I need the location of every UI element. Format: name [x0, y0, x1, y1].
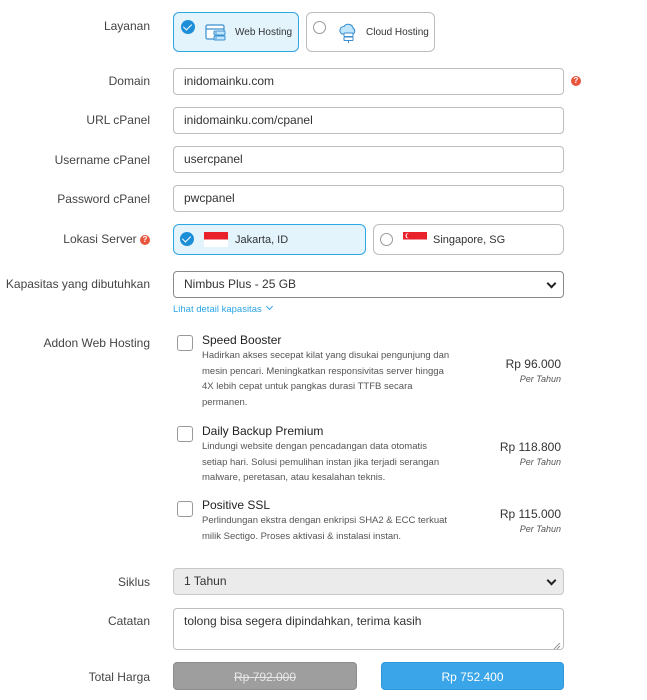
url-cpanel-label: URL cPanel — [86, 113, 150, 127]
capacity-label: Kapasitas yang dibutuhkan — [5, 277, 150, 291]
password-cpanel-label: Password cPanel — [57, 192, 150, 206]
addon-checkbox[interactable] — [177, 335, 193, 351]
location-label — [0, 232, 150, 246]
addons-label: Addon Web Hosting — [43, 336, 150, 350]
notes-label: Catatan — [107, 614, 150, 628]
cloud-server-icon — [337, 22, 359, 49]
original-price-button: Rp 792.000 — [173, 662, 357, 690]
addon-checkbox[interactable] — [177, 426, 193, 442]
total-label: Total Harga — [88, 670, 150, 684]
addon-price: Rp 118.800 — [499, 440, 561, 454]
service-option-web-hosting[interactable] — [173, 12, 299, 52]
addon-checkbox[interactable] — [177, 501, 193, 517]
resize-handle-icon[interactable] — [553, 639, 561, 647]
server-window-icon — [205, 22, 227, 49]
capacity-select-value: Nimbus Plus - 25 GB — [184, 277, 297, 291]
addon-price: Rp 115.000 — [499, 507, 561, 521]
capacity-select[interactable] — [173, 271, 564, 298]
singapore-flag-icon — [403, 232, 427, 247]
service-option-label: Web Hosting — [235, 27, 293, 38]
radio-unselected-icon — [380, 233, 393, 246]
service-label: Layanan — [103, 19, 150, 33]
service-option-label: Cloud Hosting — [366, 27, 429, 38]
cycle-label: Siklus — [117, 575, 150, 589]
location-option-label: Jakarta, ID — [235, 234, 289, 246]
notes-textarea[interactable] — [173, 608, 564, 650]
url-cpanel-field[interactable]: inidomainku.com/cpanel — [173, 107, 564, 134]
username-cpanel-label: Username cPanel — [54, 153, 150, 167]
addon-description: Hadirkan akses secepat kilat yang disukai pengunjung dan mesin pencari. Meningkatkan responsivitas server hingga 4X lebih cepat untuk pangkas durasi TTFB secara permanen. — [202, 350, 450, 408]
question-icon[interactable]: ? — [140, 235, 150, 245]
cycle-select-value: 1 Tahun — [184, 574, 227, 588]
selected-check-icon — [180, 232, 194, 246]
indonesia-flag-icon — [204, 232, 228, 247]
domain-field[interactable]: inidomainku.com — [173, 68, 564, 95]
notes-text: tolong bisa segera dipindahkan, terima kasih — [184, 614, 422, 628]
radio-unselected-icon — [313, 21, 326, 34]
capacity-detail-link[interactable] — [173, 304, 272, 315]
location-option-label: Singapore, SG — [433, 234, 506, 246]
cycle-select[interactable] — [173, 568, 564, 595]
addon-price: Rp 96.000 — [505, 357, 561, 371]
addon-title: Positive SSL — [202, 498, 271, 512]
location-option-singapore[interactable] — [373, 224, 564, 255]
location-option-jakarta[interactable] — [173, 224, 366, 255]
chevron-down-icon — [547, 576, 557, 586]
addon-price-period: Per Tahun — [519, 374, 561, 384]
addon-price-period: Per Tahun — [519, 457, 561, 467]
addon-description: Perlindungan ekstra dengan enkripsi SHA2 & ECC terkuat milik Sectigo. Proses aktivasi & instalasi instan. — [202, 515, 448, 542]
capacity-detail-link-text: Lihat detail kapasitas — [173, 304, 262, 315]
service-option-cloud-hosting[interactable] — [306, 12, 435, 52]
domain-label: Domain — [108, 74, 150, 88]
addon-title: Speed Booster — [202, 333, 282, 347]
location-label-text: Lokasi Server — [63, 232, 137, 246]
password-cpanel-field[interactable]: pwcpanel — [173, 185, 564, 212]
addon-description: Lindungi website dengan pencadangan data otomatis setiap hari. Solusi pemulihan instan jika terjadi serangan malware, peretasan, atau kesalahan teknis. — [202, 441, 440, 484]
question-icon[interactable]: ? — [571, 76, 581, 86]
addon-title: Daily Backup Premium — [202, 424, 324, 438]
chevron-down-icon — [266, 303, 273, 310]
chevron-down-icon — [547, 279, 557, 289]
selected-check-icon — [181, 20, 195, 34]
final-price-button[interactable]: Rp 752.400 — [381, 662, 564, 690]
username-cpanel-field[interactable]: usercpanel — [173, 146, 564, 173]
addon-price-period: Per Tahun — [519, 524, 561, 534]
